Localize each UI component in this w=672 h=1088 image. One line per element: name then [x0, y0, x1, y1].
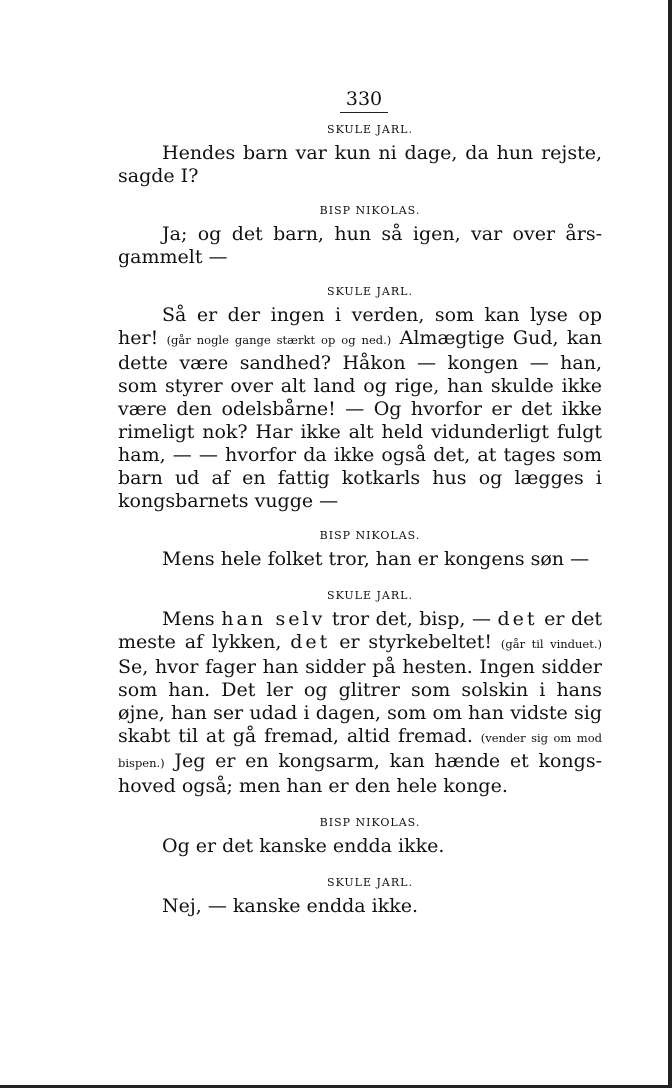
page-number: 330 — [118, 88, 602, 113]
speaker-name: BISP NIKOLAS. — [319, 816, 421, 829]
emphasis: det — [290, 631, 331, 653]
speaker-name: SKULE JARL. — [327, 589, 413, 602]
speech-text: Ja; og det barn, hun så igen, var over års-gammelt — — [118, 223, 602, 268]
speaker-name: SKULE JARL. — [327, 123, 413, 136]
page-edge-right — [668, 0, 672, 1088]
stage-direction: (vender sig om mod bispen.) — [118, 731, 602, 770]
speech-text: Så er der ingen i verden, som kan lyse op her! (går nogle gange stærkt op og ned.) Almægtige Gud, kan dette være sandhed? Håkon — kongen — han, som styrer over alt land og rige, han skulde ikke være den odelsbårne! — Og hvorfor er det ikke rimeligt nok? Har ikke alt held vidunderligt fulgt ham, — — hvorfor da ikke også det, at tages som barn ud af en fattig kotkarls hus og lægges i kongsbarnets vugge — — [118, 304, 602, 512]
emphasis: det — [497, 608, 538, 630]
emphasis: han selv — [221, 608, 326, 630]
speech-text: Nej, — kanske endda ikke. — [162, 895, 419, 917]
speech-text: Og er det kanske endda ikke. — [162, 835, 445, 857]
speech-text: Mens hele folket tror, han er kongens søn — — [162, 548, 590, 570]
book-page — [118, 88, 602, 918]
speaker-name: BISP NIKOLAS. — [319, 529, 421, 542]
speaker-name: BISP NIKOLAS. — [319, 204, 421, 217]
speech-text: Hendes barn var kun ni dage, da hun rejste, sagde I? — [118, 142, 602, 187]
speaker-name: SKULE JARL. — [327, 876, 413, 889]
stage-direction: (går til vinduet.) — [500, 637, 602, 651]
stage-direction: (går nogle gange stærkt op og ned.) — [166, 333, 392, 347]
speaker-name: SKULE JARL. — [327, 285, 413, 298]
speech-text: Mens han selv tror det, bisp, — det er det meste af lykken, det er styrkebeltet! (går til vinduet.) Se, hvor fager han sidder på hesten. Ingen sidder som han. Det ler og glitrer som solskin i hans øjne, han ser udad i dagen, som om han vidste sig skabt til at gå fremad, altid fremad. (vender sig om mod bispen.) Jeg er en kongsarm, kan hænde et kongs-hoved også; men han er den hele konge. — [118, 608, 602, 797]
